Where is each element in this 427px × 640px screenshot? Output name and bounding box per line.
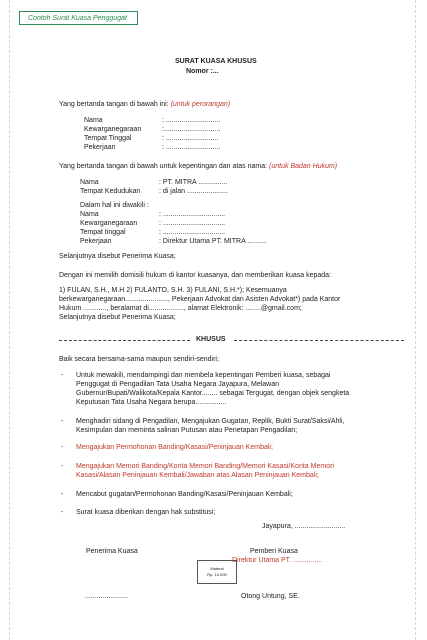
field-label: Kewarganegaraan xyxy=(84,126,142,133)
penerima-line: berkewarganegaraan......................, Pekerjaan Advokat dan Asisten Advokat*) pada Kantor xyxy=(59,296,341,303)
penerima-kuasa-label: Penerima Kuasa xyxy=(86,548,138,555)
list-bullet: - xyxy=(61,372,64,379)
field-value: : PT. MITRA ............... xyxy=(159,179,228,186)
field-label: Nama xyxy=(80,211,99,218)
field-label: Tempat tinggal xyxy=(80,229,126,236)
field-value: : ................................ xyxy=(159,220,226,227)
list-item-line: Penggugat di Pengadilan Tata Usaha Negara Jayapura, Melawan xyxy=(76,381,280,388)
list-item-line: Keputusan Tata Usaha Negara berupa................ xyxy=(76,399,227,406)
sign-left: ...................... xyxy=(85,593,128,600)
field-label: Kewarganegaraan xyxy=(80,220,138,227)
list-item-line: Menghadiri sidang di Pengadilan, Mengajukan Gugatan, Replik, Bukti Surat/Saksi/Ahli, xyxy=(76,418,345,425)
bersama-text: Baik secara bersama-sama maupun sendiri-sendiri; xyxy=(59,356,219,363)
badan-hukum-intro: Yang bertanda tangan di bawah untuk kepentingan dan atas nama: (untuk Badan Hukum) xyxy=(59,163,338,170)
direktur-label: Direktur Utama PT. ............... xyxy=(232,557,323,564)
list-item-line: Kesimpulan dan meminta salinan Putusan atau Penetapan Pengadilan; xyxy=(76,427,298,434)
field-value: : ............................ xyxy=(162,117,221,124)
badan-hukum-note: (untuk Badan Hukum) xyxy=(269,163,338,170)
sign-right: Otong Untung, SE. xyxy=(241,593,300,600)
materai-value: Rp. 10.000 xyxy=(207,572,227,577)
penerima-line: Hukum ............, beralamat di.................., alamat Elektronik: ........@gmail.com; xyxy=(59,305,302,312)
penerima-line: 1) FULAN, S.H., M.H 2) FULANTO, S.H. 3) FULANI, S.H.*); Kesemuanya xyxy=(59,287,287,294)
perorangan-intro: Yang bertanda tangan di bawah ini: (untuk perorangan) xyxy=(59,101,231,108)
field-value: : ................................ xyxy=(159,211,226,218)
list-bullet: - xyxy=(61,509,64,516)
field-value: : ............................ xyxy=(162,144,221,151)
field-value: : ........................... xyxy=(162,135,219,142)
list-bullet: - xyxy=(61,418,64,425)
materai-stamp xyxy=(197,560,237,584)
materai-label: Materai xyxy=(210,566,224,571)
field-value: : ................................ xyxy=(159,229,226,236)
perorangan-note: (untuk perorangan) xyxy=(170,101,231,108)
document-number: Nomor :... xyxy=(186,68,219,75)
khusus-heading: KHUSUS xyxy=(196,336,226,343)
field-label: Tempat Tinggal xyxy=(84,135,132,142)
place-date: Jayapura, .......................... xyxy=(262,523,346,530)
list-item-line: Mencabut gugatan/Permohonan Banding/Kasasi/Peninjauan Kembali; xyxy=(76,491,293,498)
field-label: Nama xyxy=(84,117,103,124)
field-label: Pekerjaan xyxy=(80,238,112,245)
penerima-line: Selanjutnya disebut Penerima Kuasa; xyxy=(59,314,176,321)
list-bullet: - xyxy=(61,463,64,470)
document-title: SURAT KUASA KHUSUS xyxy=(175,58,257,65)
field-label: Nama xyxy=(80,179,99,186)
divider-left xyxy=(59,340,190,341)
diwakili-label: Dalam hal ini diwakili : xyxy=(80,202,149,209)
field-label: Pekerjaan xyxy=(84,144,116,151)
pemberi-kuasa-label: Pemberi Kuasa xyxy=(250,548,298,555)
example-tag: Contoh Surat Kuasa Penggugat xyxy=(19,11,138,25)
domisili-text: Dengan ini memilih domisili hukum di kantor kuasanya, dan memberikan kuasa kepada: xyxy=(59,272,331,279)
field-value: :............................. xyxy=(162,126,221,133)
margin-guide-left xyxy=(9,0,10,640)
list-item-line: Gubernur/Bupati/Walikota/Kepala Kantor........ sebagai Tergugat, dengan objek sengketa xyxy=(76,390,350,397)
list-item-line: Mengajukan Memori Banding/Konta Memori Banding/Memori Kasasi/Konta Memori xyxy=(76,463,334,470)
list-item-line: Surat kuasa diberikan dengan hak substitusi; xyxy=(76,509,216,516)
list-bullet: - xyxy=(61,444,64,451)
list-bullet: - xyxy=(61,491,64,498)
margin-guide-right xyxy=(415,0,416,640)
pemberi-note: Selanjutnya disebut Penerima Kuasa; xyxy=(59,253,176,260)
list-item-line: Untuk mewakili, mendampingi dan membela kepentingan Pemberi kuasa, sebagai xyxy=(76,372,331,379)
list-item-line: Mengajukan Permohonan Banding/Kasasi/Peninjauan Kembali; xyxy=(76,444,273,451)
field-value: : di jalan ..................... xyxy=(159,188,228,195)
list-item-line: Kasasi/Alasan Peninjauan Kembali/Jawaban atas Alasan Peninjauan Kembali; xyxy=(76,472,319,479)
field-label: Tempat Kedudukan xyxy=(80,188,141,195)
divider-right xyxy=(234,340,404,341)
field-value: : Direktur Utama PT. MITRA .......... xyxy=(159,238,267,245)
